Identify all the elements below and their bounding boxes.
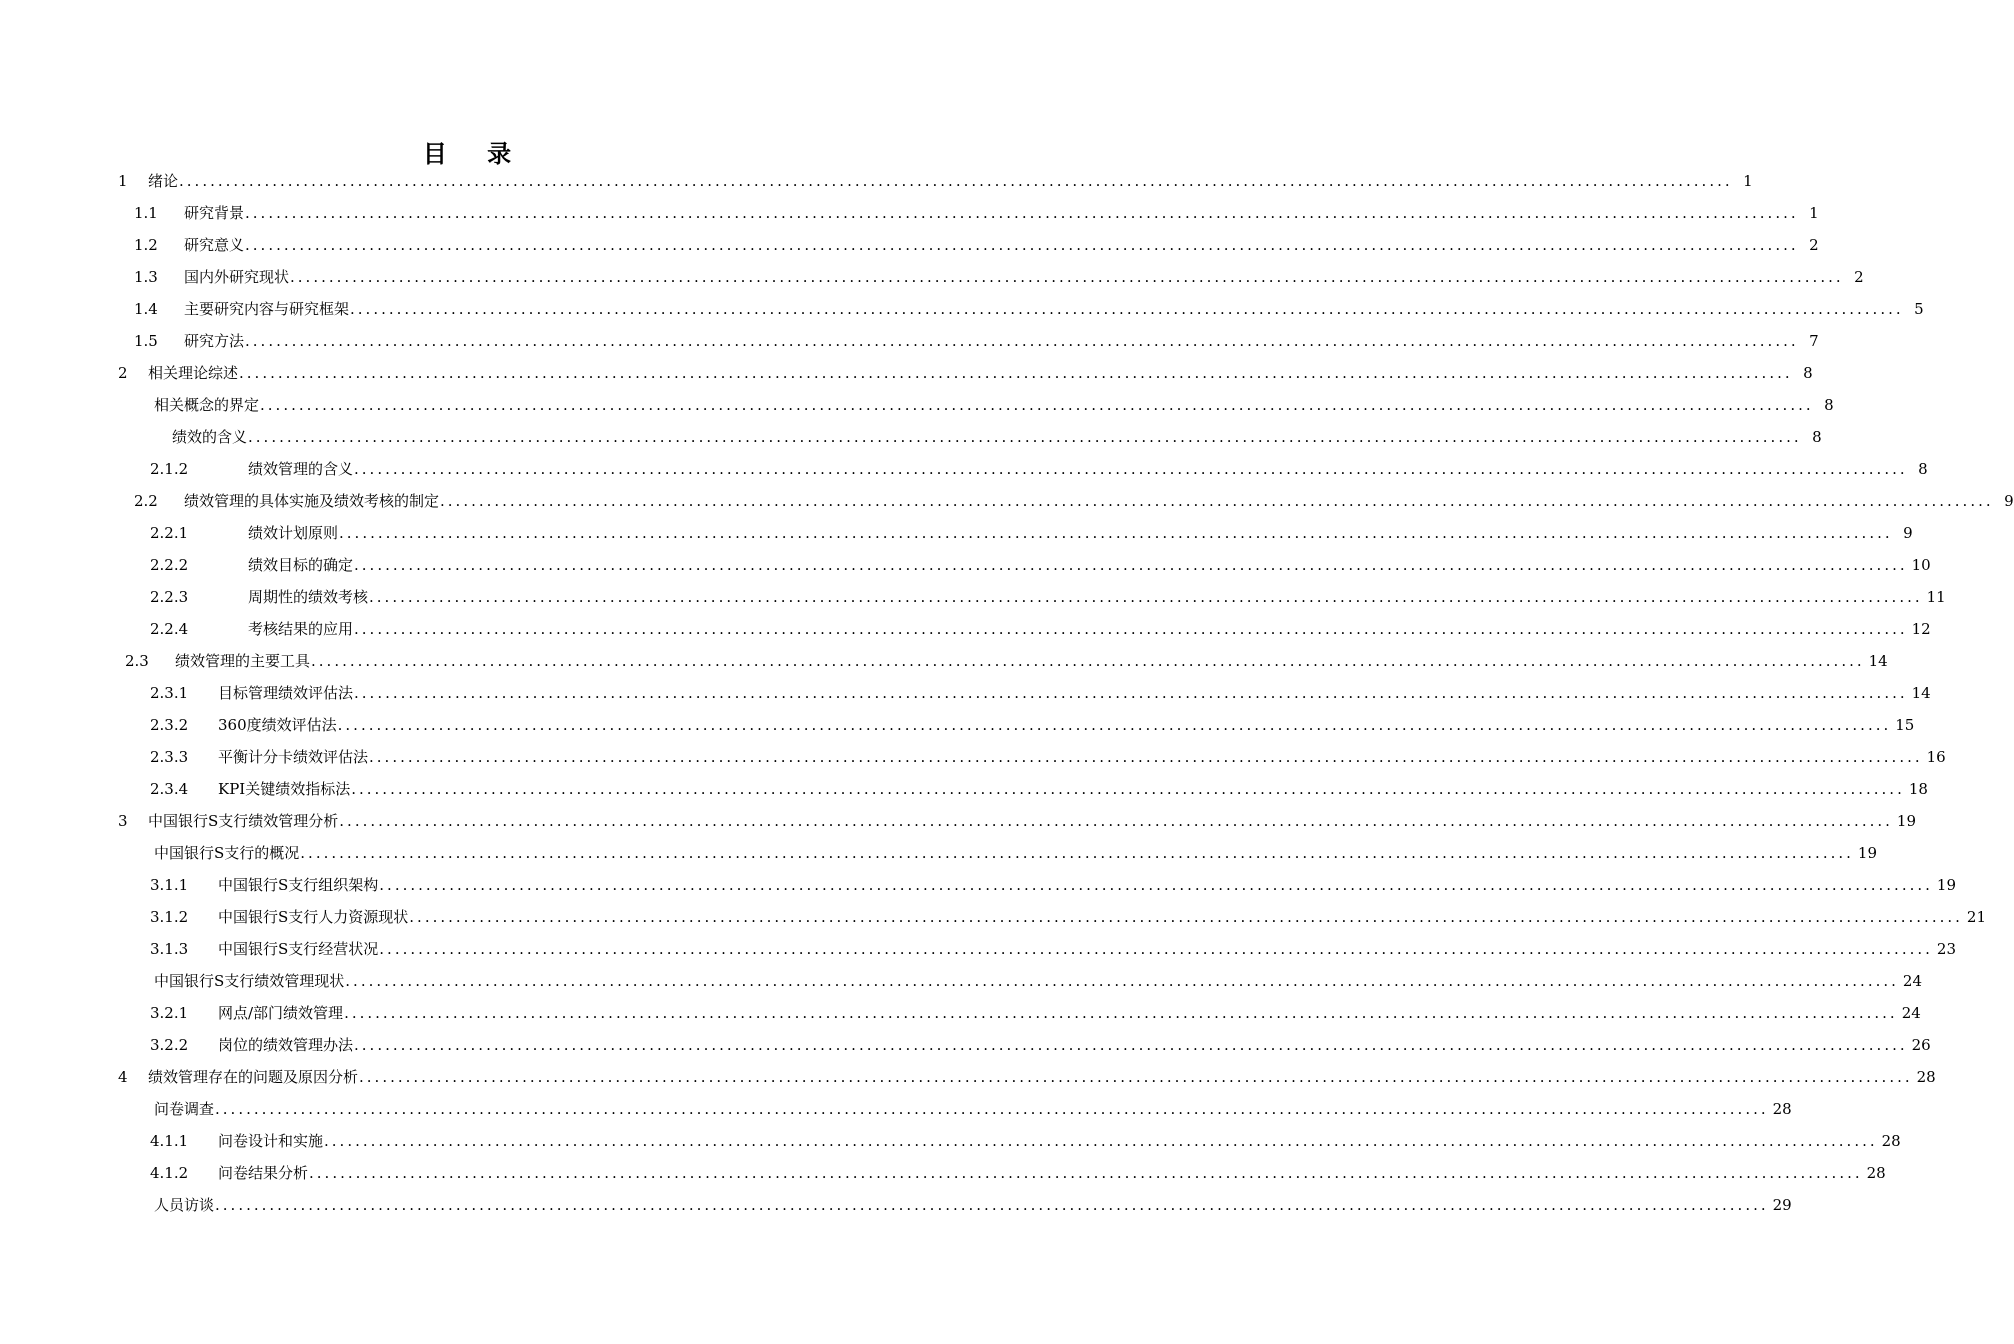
toc-entry-page-number: 8 xyxy=(1918,460,1928,478)
toc-dot-leader: ........................................................................................................................................................................................................ xyxy=(351,780,1905,798)
toc-entry[interactable] xyxy=(0,677,1931,709)
toc-entry-page-number: 8 xyxy=(1803,364,1813,382)
toc-dot-leader: ........................................................................................................................................................................................................ xyxy=(440,492,1994,510)
toc-entry-page-number: 9 xyxy=(1903,524,1913,542)
toc-dot-leader: ........................................................................................................................................................................................................ xyxy=(215,1196,1769,1214)
toc-entry-number: 2.2.2 xyxy=(150,556,189,574)
toc-entry-number: 1.5 xyxy=(134,332,158,350)
toc-entry[interactable] xyxy=(0,229,1819,261)
toc-entry-page-number: 8 xyxy=(1824,396,1834,414)
toc-entry-page-number: 16 xyxy=(1926,748,1946,766)
toc-dot-leader: ........................................................................................................................................................................................................ xyxy=(379,876,1933,894)
toc-entry-page-number: 7 xyxy=(1809,332,1819,350)
toc-entry[interactable] xyxy=(0,709,1915,741)
toc-entry[interactable] xyxy=(0,773,1928,805)
toc-entry[interactable] xyxy=(0,517,1913,549)
toc-entry-title: 问卷设计和实施 xyxy=(218,1132,324,1150)
toc-dot-leader: ........................................................................................................................................................................................................ xyxy=(409,908,1963,926)
toc-entry-title: 中国银行S支行组织架构 xyxy=(218,876,379,894)
toc-entry-title: 平衡计分卡绩效评估法 xyxy=(218,748,369,766)
toc-entry[interactable] xyxy=(0,741,1946,773)
toc-entry-title: 中国银行S支行人力资源现状 xyxy=(218,908,409,926)
toc-entry-title: 问卷结果分析 xyxy=(218,1164,309,1182)
toc-dot-leader: ........................................................................................................................................................................................................ xyxy=(369,748,1923,766)
toc-dot-leader: ........................................................................................................................................................................................................ xyxy=(379,940,1933,958)
toc-entry-title: 绩效管理的具体实施及绩效考核的制定 xyxy=(184,492,440,510)
toc-entry[interactable] xyxy=(0,389,1834,421)
toc-dot-leader: ........................................................................................................................................................................................................ xyxy=(359,1068,1913,1086)
toc-entry-page-number: 1 xyxy=(1809,204,1819,222)
toc-entry-title: 人员访谈 xyxy=(154,1196,215,1214)
toc-entry[interactable] xyxy=(0,1093,1792,1125)
toc-dot-leader: ........................................................................................................................................................................................................ xyxy=(311,652,1865,670)
toc-entry-number: 4.1.2 xyxy=(150,1164,189,1182)
toc-entry-title: 网点/部门绩效管理 xyxy=(218,1004,344,1022)
toc-entry-title: 研究背景 xyxy=(184,204,245,222)
toc-dot-leader: ........................................................................................................................................................................................................ xyxy=(245,204,1799,222)
toc-entry-page-number: 2 xyxy=(1809,236,1819,254)
toc-dot-leader: ........................................................................................................................................................................................................ xyxy=(337,716,1892,734)
toc-entry[interactable] xyxy=(0,805,1916,837)
toc-entry-page-number: 28 xyxy=(1881,1132,1901,1150)
toc-entry-title: 绩效计划原则 xyxy=(248,524,339,542)
toc-entry-page-number: 15 xyxy=(1895,716,1915,734)
toc-entry-page-number: 14 xyxy=(1911,684,1931,702)
toc-entry[interactable] xyxy=(0,293,1924,325)
toc-dot-leader: ........................................................................................................................................................................................................ xyxy=(354,620,1908,638)
toc-entry-number: 1 xyxy=(118,172,128,190)
toc-entry[interactable] xyxy=(0,1125,1901,1157)
toc-entry[interactable] xyxy=(0,421,1822,453)
toc-entry-number: 4.1.1 xyxy=(150,1132,189,1150)
toc-entry-page-number: 14 xyxy=(1868,652,1888,670)
toc-entry-title: 中国银行S支行的概况 xyxy=(154,844,300,862)
toc-dot-leader: ........................................................................................................................................................................................................ xyxy=(239,364,1793,382)
toc-entry-page-number: 23 xyxy=(1936,940,1956,958)
toc-entry-number: 2.2.4 xyxy=(150,620,189,638)
toc-entry-number: 2.1.2 xyxy=(150,460,189,478)
toc-dot-leader: ........................................................................................................................................................................................................ xyxy=(369,588,1923,606)
toc-entry-title: 绩效目标的确定 xyxy=(248,556,354,574)
toc-entry[interactable] xyxy=(0,485,2014,517)
toc-entry-page-number: 5 xyxy=(1914,300,1924,318)
toc-entry[interactable] xyxy=(0,325,1819,357)
toc-entry-page-number: 24 xyxy=(1901,1004,1921,1022)
toc-entry[interactable] xyxy=(0,1157,1886,1189)
toc-dot-leader: ........................................................................................................................................................................................................ xyxy=(290,268,1844,286)
toc-entry-page-number: 9 xyxy=(2004,492,2014,510)
toc-entry-number: 2.3.1 xyxy=(150,684,189,702)
toc-entry-page-number: 8 xyxy=(1812,428,1822,446)
toc-entry-number: 2.3.3 xyxy=(150,748,189,766)
toc-entry-page-number: 28 xyxy=(1772,1100,1792,1118)
toc-entry[interactable] xyxy=(0,1061,1936,1093)
toc-entry[interactable] xyxy=(0,869,1956,901)
toc-entry-title: KPI关键绩效指标法 xyxy=(218,780,351,798)
toc-dot-leader: ........................................................................................................................................................................................................ xyxy=(245,236,1799,254)
toc-entry-number: 2.3.2 xyxy=(150,716,189,734)
toc-dot-leader: ........................................................................................................................................................................................................ xyxy=(179,172,1733,190)
toc-entry[interactable] xyxy=(0,901,1986,933)
toc-entry-title: 国内外研究现状 xyxy=(184,268,290,286)
toc-title: 目 录 xyxy=(422,140,528,168)
toc-entry-title: 问卷调查 xyxy=(154,1100,215,1118)
toc-dot-leader: ........................................................................................................................................................................................................ xyxy=(248,428,1802,446)
toc-list xyxy=(0,165,2014,1221)
toc-entry-title: 主要研究内容与研究框架 xyxy=(184,300,350,318)
toc-entry-title: 绩效管理的主要工具 xyxy=(175,652,311,670)
toc-entry-title: 绩效管理的含义 xyxy=(248,460,354,478)
toc-entry[interactable] xyxy=(0,1029,1931,1061)
toc-entry-number: 2.2.1 xyxy=(150,524,189,542)
toc-entry-page-number: 18 xyxy=(1908,780,1928,798)
toc-entry-number: 1.2 xyxy=(134,236,158,254)
toc-entry[interactable] xyxy=(0,357,1813,389)
toc-entry-title: 研究意义 xyxy=(184,236,245,254)
toc-entry-number: 2 xyxy=(118,364,128,382)
toc-entry-page-number: 11 xyxy=(1926,588,1946,606)
toc-dot-leader: ........................................................................................................................................................................................................ xyxy=(350,300,1904,318)
toc-entry-number: 1.3 xyxy=(134,268,158,286)
toc-entry-number: 3.2.2 xyxy=(150,1036,189,1054)
toc-entry-number: 3.1.1 xyxy=(150,876,189,894)
toc-entry[interactable] xyxy=(0,837,1877,869)
toc-entry[interactable] xyxy=(0,645,1888,677)
toc-dot-leader: ........................................................................................................................................................................................................ xyxy=(339,524,1893,542)
toc-entry-page-number: 21 xyxy=(1966,908,1986,926)
toc-entry-page-number: 29 xyxy=(1772,1196,1792,1214)
toc-entry-number: 1.4 xyxy=(134,300,158,318)
toc-entry[interactable] xyxy=(0,453,1928,485)
toc-entry-title: 中国银行S支行绩效管理现状 xyxy=(154,972,345,990)
toc-dot-leader: ........................................................................................................................................................................................................ xyxy=(345,972,1899,990)
toc-entry-title: 岗位的绩效管理办法 xyxy=(218,1036,354,1054)
toc-dot-leader: ........................................................................................................................................................................................................ xyxy=(324,1132,1878,1150)
toc-dot-leader: ........................................................................................................................................................................................................ xyxy=(300,844,1854,862)
toc-entry-number: 3 xyxy=(118,812,128,830)
toc-entry-title: 中国银行S支行经营状况 xyxy=(218,940,379,958)
toc-entry-page-number: 24 xyxy=(1902,972,1922,990)
toc-entry-page-number: 10 xyxy=(1911,556,1931,574)
toc-entry[interactable] xyxy=(0,933,1956,965)
toc-entry-page-number: 28 xyxy=(1866,1164,1886,1182)
toc-dot-leader: ........................................................................................................................................................................................................ xyxy=(309,1164,1863,1182)
toc-entry-page-number: 19 xyxy=(1857,844,1877,862)
toc-entry-number: 2.3.4 xyxy=(150,780,189,798)
toc-entry-number: 3.2.1 xyxy=(150,1004,189,1022)
toc-entry-number: 4 xyxy=(118,1068,128,1086)
toc-entry-title: 相关理论综述 xyxy=(148,364,239,382)
toc-entry-number: 2.3 xyxy=(125,652,149,670)
toc-entry[interactable] xyxy=(0,1189,1792,1221)
toc-entry-page-number: 26 xyxy=(1911,1036,1931,1054)
toc-entry[interactable] xyxy=(0,261,1864,293)
toc-entry[interactable] xyxy=(0,965,1922,997)
toc-entry-number: 2.2.3 xyxy=(150,588,189,606)
toc-entry-page-number: 28 xyxy=(1916,1068,1936,1086)
toc-entry[interactable] xyxy=(0,613,1931,645)
toc-entry[interactable] xyxy=(0,581,1946,613)
toc-entry-number: 3.1.3 xyxy=(150,940,189,958)
toc-dot-leader: ........................................................................................................................................................................................................ xyxy=(215,1100,1769,1118)
toc-entry-title: 绪论 xyxy=(148,172,179,190)
toc-entry[interactable] xyxy=(0,997,1921,1029)
toc-entry-title: 研究方法 xyxy=(184,332,245,350)
toc-entry-number: 1.1 xyxy=(134,204,158,222)
toc-dot-leader: ........................................................................................................................................................................................................ xyxy=(260,396,1814,414)
toc-entry-title: 考核结果的应用 xyxy=(248,620,354,638)
toc-dot-leader: ........................................................................................................................................................................................................ xyxy=(339,812,1893,830)
toc-entry-page-number: 2 xyxy=(1854,268,1864,286)
toc-dot-leader: ........................................................................................................................................................................................................ xyxy=(354,684,1908,702)
toc-entry-title: 目标管理绩效评估法 xyxy=(218,684,354,702)
toc-entry-title: 相关概念的界定 xyxy=(154,396,260,414)
toc-entry-page-number: 19 xyxy=(1896,812,1916,830)
toc-entry-page-number: 12 xyxy=(1911,620,1931,638)
toc-entry-page-number: 1 xyxy=(1743,172,1753,190)
toc-dot-leader: ........................................................................................................................................................................................................ xyxy=(354,556,1908,574)
toc-dot-leader: ........................................................................................................................................................................................................ xyxy=(344,1004,1898,1022)
toc-entry-title: 绩效管理存在的问题及原因分析 xyxy=(148,1068,359,1086)
toc-entry-number: 3.1.2 xyxy=(150,908,189,926)
toc-entry-page-number: 19 xyxy=(1936,876,1956,894)
toc-entry-title: 周期性的绩效考核 xyxy=(248,588,369,606)
toc-entry[interactable] xyxy=(0,549,1931,581)
toc-entry-title: 中国银行S支行绩效管理分析 xyxy=(148,812,339,830)
toc-entry[interactable] xyxy=(0,165,1753,197)
toc-entry-title: 绩效的含义 xyxy=(172,428,248,446)
toc-entry[interactable] xyxy=(0,197,1819,229)
toc-dot-leader: ........................................................................................................................................................................................................ xyxy=(354,460,1908,478)
toc-dot-leader: ........................................................................................................................................................................................................ xyxy=(354,1036,1908,1054)
toc-entry-number: 2.2 xyxy=(134,492,158,510)
toc-dot-leader: ........................................................................................................................................................................................................ xyxy=(245,332,1799,350)
toc-entry-title: 360度绩效评估法 xyxy=(218,716,337,734)
